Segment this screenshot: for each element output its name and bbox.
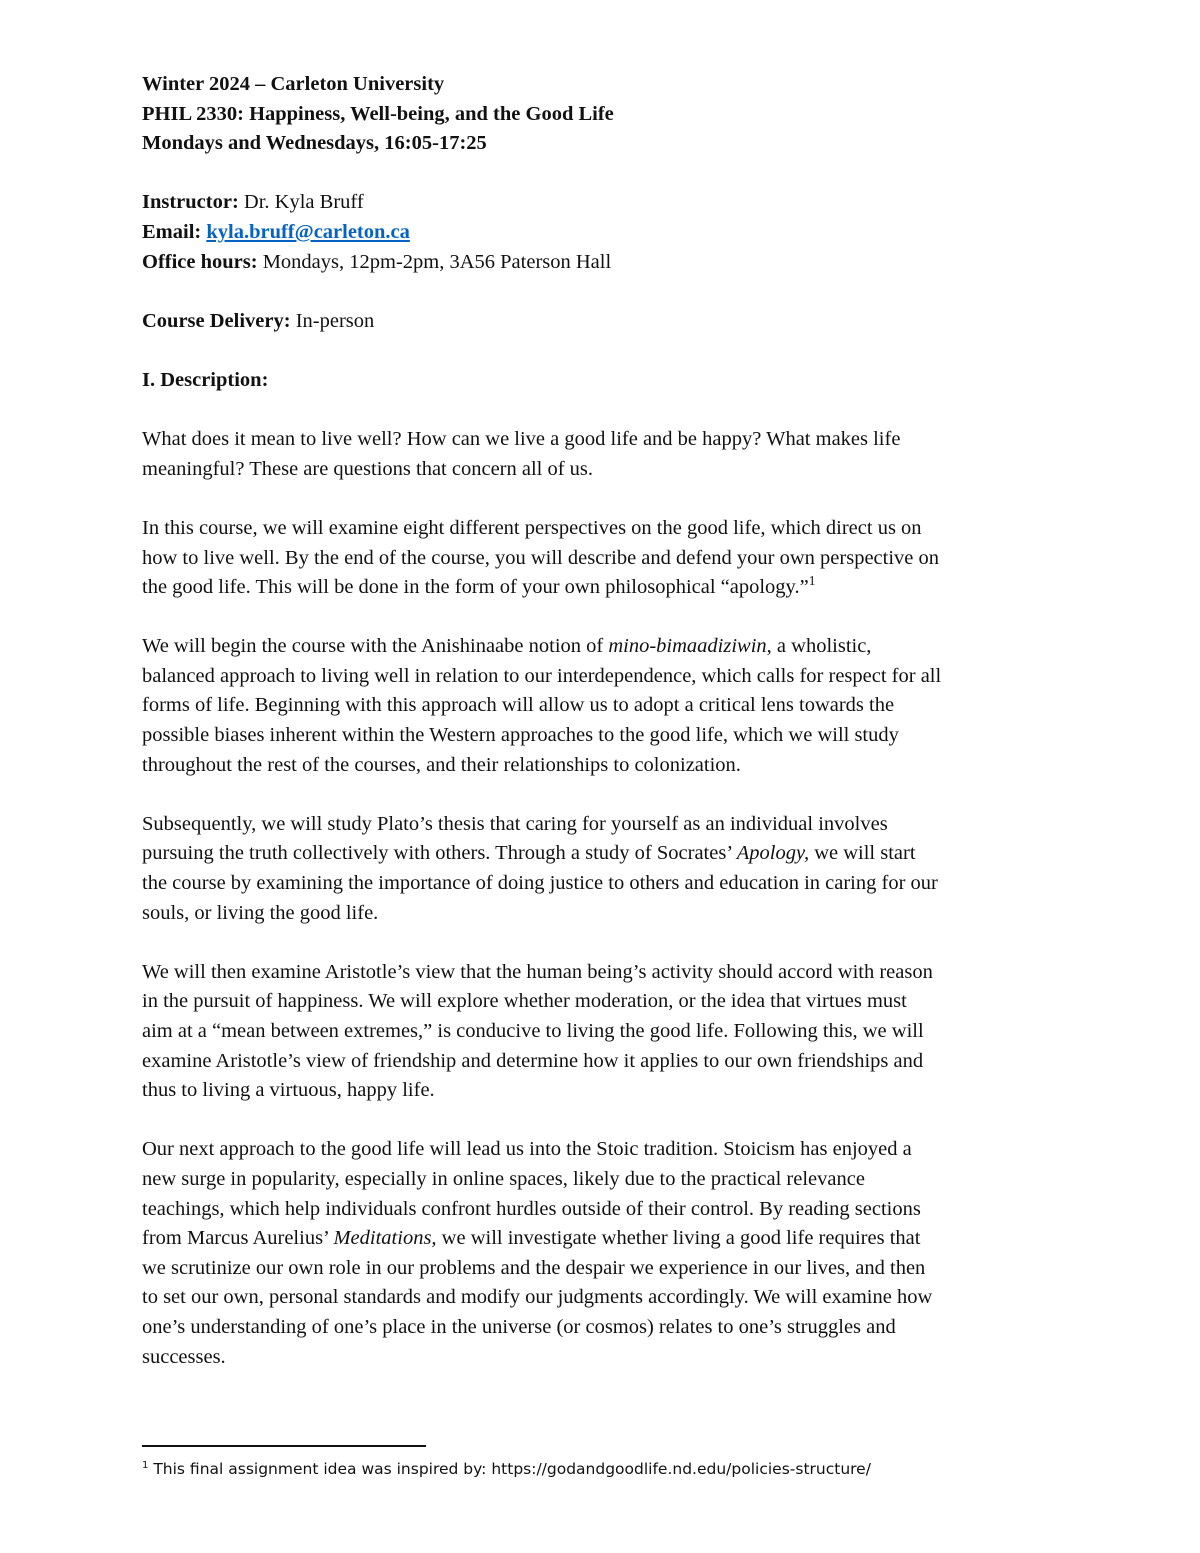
instructor-label: Instructor: [142, 191, 239, 214]
paragraph-2 [142, 514, 1067, 603]
section-heading: I. Description: [142, 368, 269, 391]
footnote-reference: 1 [808, 573, 816, 589]
instructor-value: Dr. Kyla Bruff [238, 191, 364, 214]
spacer [142, 336, 1067, 366]
paragraph-line: new surge in popularity, especially in online spaces, likely due to the practical relevance [142, 1167, 865, 1190]
paragraph-line: In this course, we will examine eight different perspectives on the good life, which direct us on [142, 516, 922, 539]
spacer [142, 603, 1067, 633]
paragraph-line [142, 839, 1067, 869]
paragraph-line: to set our own, personal standards and modify our judgments accordingly. We will examine how [142, 1286, 933, 1309]
instructor-line [142, 188, 1067, 218]
course-delivery-label: Course Delivery: [142, 309, 291, 332]
paragraph-text: pursuing the truth collectively with others. Through a study of Socrates’ [142, 842, 737, 865]
office-hours-value: Mondays, 12pm-2pm, 3A56 Paterson Hall [257, 250, 612, 273]
paragraph-line [142, 1224, 1067, 1254]
spacer [142, 484, 1067, 514]
paragraph-line: What does it mean to live well? How can we live a good life and be happy? What makes life [142, 428, 901, 451]
italic-term: mino-bimaadiziwin [608, 635, 767, 658]
course-title: PHIL 2330: Happiness, Well-being, and the Good Life [142, 102, 614, 125]
paragraph-line: one’s understanding of one’s place in the universe (or cosmos) relates to one’s struggles and [142, 1315, 896, 1338]
paragraph-3 [142, 632, 1067, 780]
paragraph-line: We will then examine Aristotle’s view that the human being’s activity should accord with reason [142, 960, 933, 983]
paragraph-line: meaningful? These are questions that concern all of us. [142, 457, 594, 480]
footnote-text: This final assignment idea was inspired by: https://godandgoodlife.nd.edu/policies-structure/ [148, 1460, 871, 1478]
paragraph-text: we will start [809, 842, 916, 865]
paragraph-line: possible biases inherent within the Western approaches to the good life, which we will study [142, 724, 899, 747]
italic-title: Meditations, [333, 1227, 437, 1250]
paragraph-line: teachings, which help individuals confront hurdles outside of their control. By reading sections [142, 1197, 921, 1220]
paragraph-line: the course by examining the importance of doing justice to others and education in caring for our [142, 872, 938, 895]
footnote [142, 1458, 1067, 1480]
course-delivery-line [142, 307, 1067, 337]
paragraph-line [142, 573, 1067, 603]
spacer [142, 1106, 1067, 1136]
paragraph-1 [142, 425, 1067, 484]
paragraph-text: the good life. This will be done in the form of your own philosophical “apology.” [142, 576, 809, 599]
paragraph-text: , a wholistic, [766, 635, 872, 658]
paragraph-line: we scrutinize our own role in our problems and the despair we experience in our lives, and then [142, 1256, 926, 1279]
paragraph-4 [142, 810, 1067, 928]
footnote-separator [142, 1445, 426, 1447]
schedule-line: Mondays and Wednesdays, 16:05-17:25 [142, 132, 487, 155]
spacer [142, 780, 1067, 810]
paragraph-line: souls, or living the good life. [142, 901, 379, 924]
paragraph-line: balanced approach to living well in relation to our interdependence, which calls for respect for all [142, 664, 942, 687]
term-line: Winter 2024 – Carleton University [142, 73, 445, 95]
paragraph-line: Our next approach to the good life will lead us into the Stoic tradition. Stoicism has enjoyed a [142, 1138, 912, 1161]
spacer [142, 277, 1067, 307]
email-label: Email: [142, 220, 202, 243]
paragraph-line: examine Aristotle’s view of friendship and determine how it applies to our own friendships and [142, 1049, 924, 1072]
course-delivery-value: In-person [290, 309, 375, 332]
paragraph-line: in the pursuit of happiness. We will explore whether moderation, or the idea that virtues must [142, 990, 907, 1013]
office-hours-line [142, 248, 1067, 278]
syllabus-page [142, 70, 1067, 1372]
paragraph-line: aim at a “mean between extremes,” is conducive to living the good life. Following this, we will [142, 1020, 924, 1042]
paragraph-5 [142, 958, 1067, 1106]
footnote-mark: 1 [142, 1459, 149, 1471]
office-hours-label: Office hours: [142, 250, 258, 273]
paragraph-text: from Marcus Aurelius’ [142, 1227, 334, 1250]
paragraph-line [142, 632, 1067, 662]
email-link[interactable]: kyla.bruff@carleton.ca [206, 220, 410, 243]
paragraph-6 [142, 1135, 1067, 1372]
spacer [142, 928, 1067, 958]
email-line [142, 218, 1067, 248]
spacer [142, 396, 1067, 426]
paragraph-line: Subsequently, we will study Plato’s thesis that caring for yourself as an individual involves [142, 812, 888, 835]
paragraph-line: successes. [142, 1345, 226, 1368]
italic-title: Apology, [736, 842, 810, 865]
paragraph-line: forms of life. Beginning with this approach will allow us to adopt a critical lens towards the [142, 694, 895, 717]
paragraph-text: we will investigate whether living a good life requires that [436, 1227, 921, 1250]
paragraph-line: throughout the rest of the courses, and their relationships to colonization. [142, 753, 741, 776]
paragraph-line: thus to living a virtuous, happy life. [142, 1079, 435, 1102]
spacer [142, 159, 1067, 189]
paragraph-text: We will begin the course with the Anishinaabe notion of [142, 635, 609, 658]
paragraph-line: how to live well. By the end of the course, you will describe and defend your own perspective on [142, 546, 940, 569]
